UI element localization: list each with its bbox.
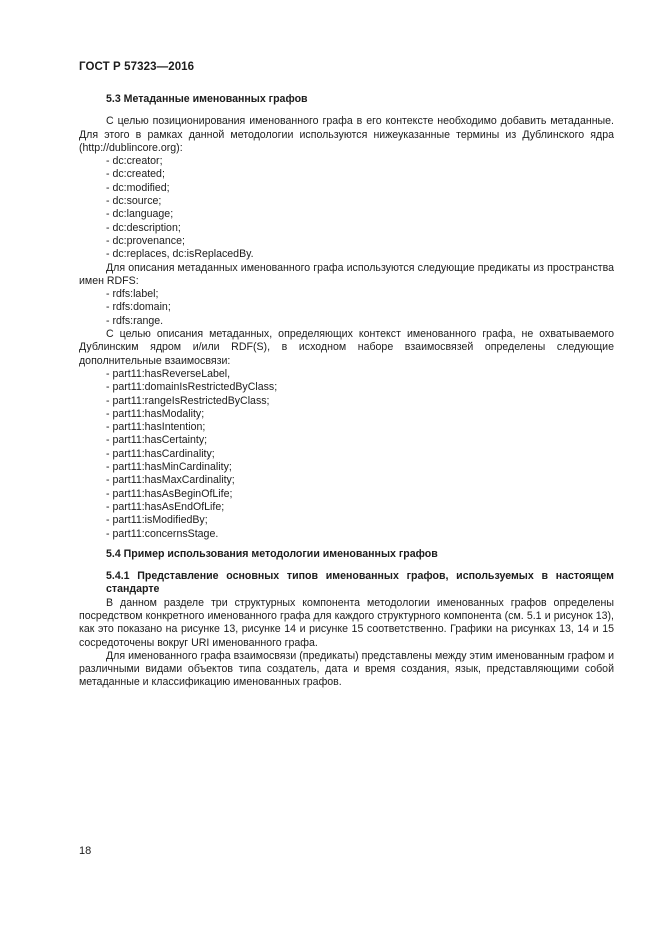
list-item: - dc:description; <box>106 221 181 234</box>
list-item: - rdfs:range. <box>106 314 164 327</box>
list-item: - part11:hasMaxCardinality; <box>106 474 235 487</box>
part11-intro: С целью описания метаданных, определяющих контекст именованного графа, не охватываемого Дублинским ядром и/или RDF(S), в исходном наборе взаимосвязей определены следующие дополнительные взаимосвязи: <box>79 328 614 367</box>
list-item: - dc:replaces, dc:isReplacedBy. <box>106 248 254 261</box>
section-5-3-heading: 5.3 Метаданные именованных графов <box>106 93 308 105</box>
list-item: - dc:provenance; <box>106 234 185 247</box>
list-item: - rdfs:domain; <box>106 301 171 314</box>
dc-terms-list <box>79 155 614 261</box>
list-item: - part11:isModifiedBy; <box>106 514 208 527</box>
list-item: - dc:created; <box>106 168 165 181</box>
list-item: - part11:hasAsBeginOfLife; <box>106 487 233 500</box>
list-item: - part11:concernsStage. <box>106 527 219 540</box>
list-item: - part11:hasAsEndOfLife; <box>106 500 225 513</box>
list-item: - part11:hasIntention; <box>106 421 206 434</box>
list-item: - dc:modified; <box>106 181 170 194</box>
list-item: - part11:domainIsRestrictedByClass; <box>106 381 278 394</box>
list-item: - part11:hasCardinality; <box>106 447 215 460</box>
document-header: ГОСТ Р 57323—2016 <box>79 61 195 73</box>
page-content <box>79 93 614 690</box>
rdfs-terms-list <box>79 288 614 328</box>
page-number: 18 <box>79 845 92 857</box>
list-item: - part11:hasModality; <box>106 407 205 420</box>
part11-terms-list <box>79 368 614 541</box>
section-5-4-heading: 5.4 Пример использования методологии именованных графов <box>106 547 438 560</box>
list-item: - part11:hasCertainty; <box>106 434 208 447</box>
rdfs-intro: Для описания метаданных именованного графа используются следующие предикаты из пространства имен RDFS: <box>79 261 614 287</box>
list-item: - part11:hasMinCardinality; <box>106 461 232 474</box>
section-5-4-1-heading: 5.4.1 Представление основных типов именованных графов, используемых в настоящем стандарте <box>106 570 614 596</box>
section-5-4-1-paragraph-1: В данном разделе три структурных компонента методологии именованных графов определены посредством конкретного именованного графа для каждого структурного компонента (см. 5.1 и рисунок 13), как это показано на рисунке 13, рисунке 14 и рисунке 15 соответственно. Графики на рисунках 13, 14 и 15 сосредоточены вокруг URI именованного графа. <box>79 596 614 649</box>
list-item: - part11:rangeIsRestrictedByClass; <box>106 394 270 407</box>
section-5-4-1-paragraph-2: Для именованного графа взаимосвязи (предикаты) представлены между этим именованным графом и различными видами объектов типа создатель, дата и время создания, язык, представляющими собой метаданные и классификацию именованных графов. <box>79 649 614 689</box>
list-item: - dc:language; <box>106 208 174 221</box>
list-item: - dc:source; <box>106 195 162 208</box>
list-item: - part11:hasReverseLabel, <box>106 367 231 380</box>
list-item: - dc:creator; <box>106 155 163 168</box>
section-5-3-intro: С целью позиционирования именованного графа в его контексте необходимо добавить метаданные. Для этого в рамках данной методологии используются нижеуказанные термины из Дублинского ядра (http://dublincore.org): <box>79 115 614 154</box>
list-item: - rdfs:label; <box>106 288 159 301</box>
